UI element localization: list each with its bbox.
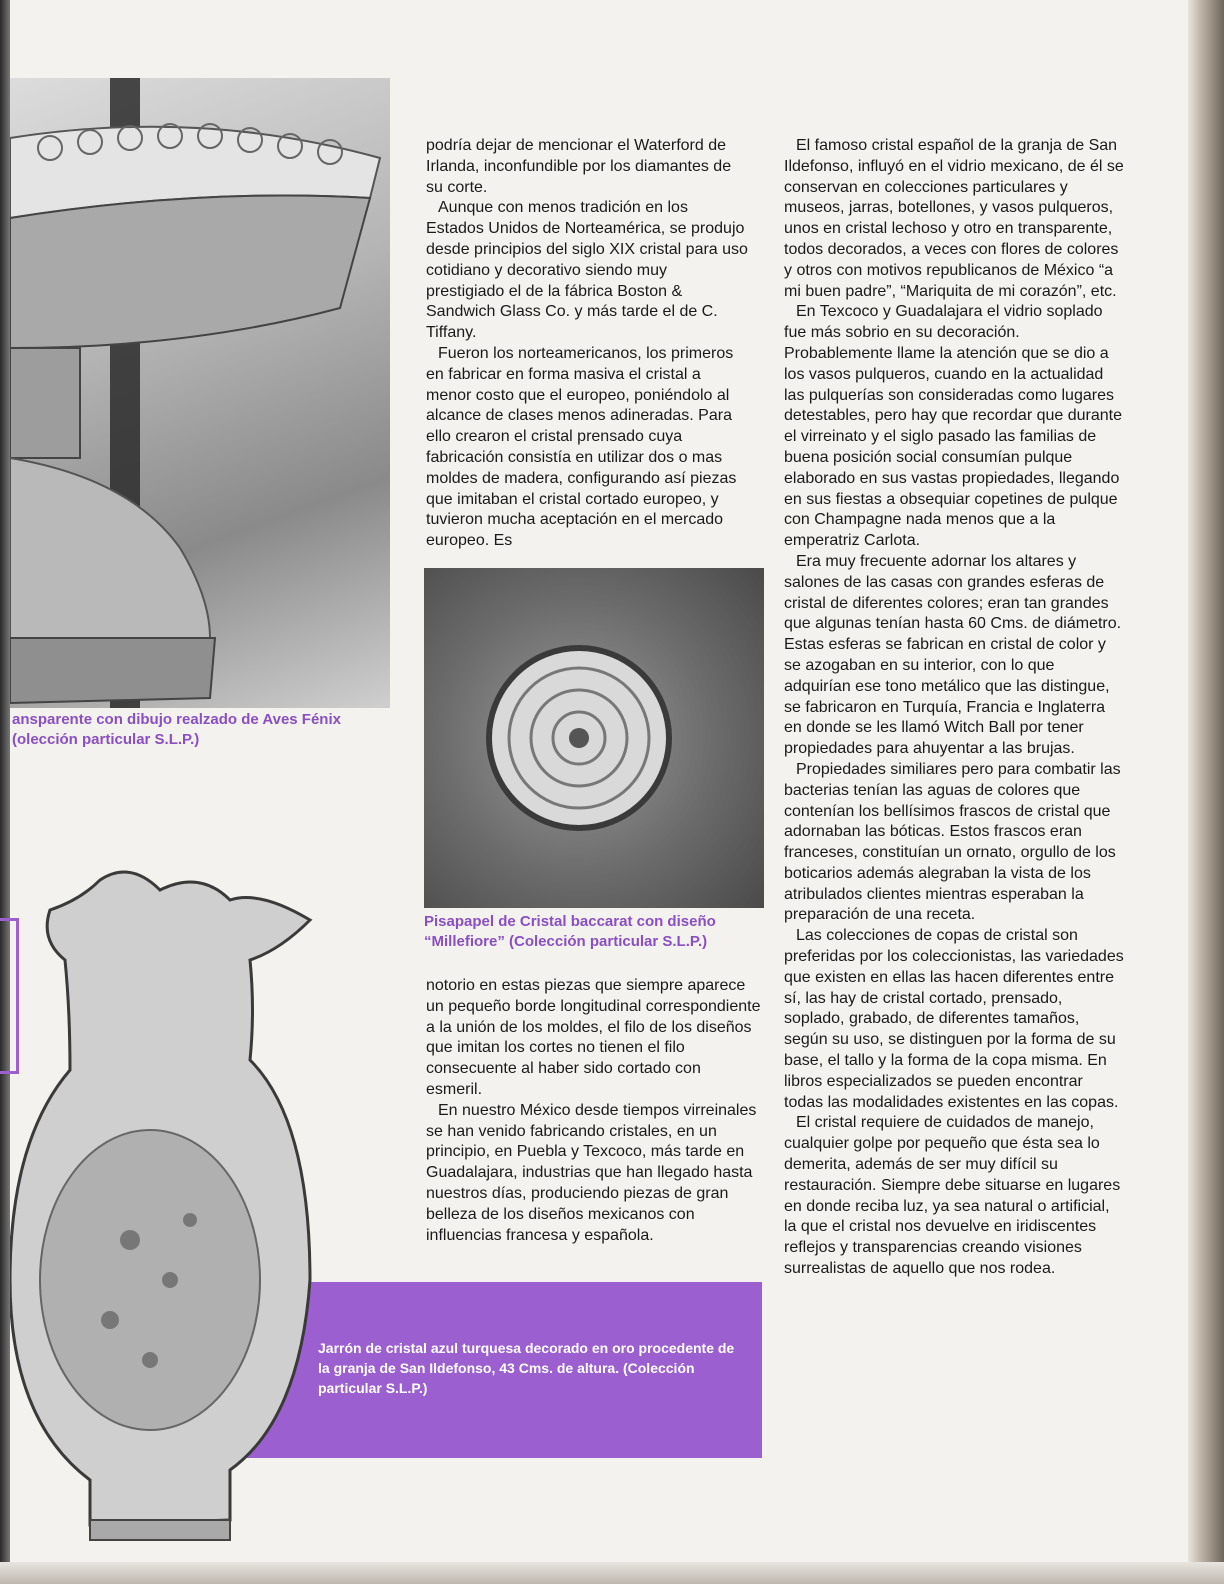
paragraph: En nuestro México desde tiempos virreinales se han venido fabricando cristales, en un principio, en Puebla y Texcoco, más tarde en Guadalajara, industrias que han llegado hasta nuestros días, produciendo piezas de gran belleza de los diseños mexicanos con influencias francesa y española. (426, 1101, 757, 1244)
middle-column-top (426, 136, 748, 552)
page-edge (1188, 0, 1224, 1584)
vase-caption: Jarrón de cristal azul turquesa decorado en oro procedente de la granja de San Ildefonso, 43 Cms. de altura. (Colección particular S.L.P.) (318, 1340, 735, 1396)
paragraph: Fueron los norteamericanos, los primeros en fabricar en forma masiva el cristal a menor costo que el europeo, poniéndolo al alcance de clases menos adineradas. Para ello crearon el cristal prensado cuya fabricación consistía en utilizar dos o mas moldes de madera, configurando así piezas que imitaban el cristal cortado europeo, y tuvieron mucha aceptación en el mercado europeo. Es (426, 344, 737, 550)
paragraph: Las colecciones de copas de cristal son preferidas por los coleccionistas, las variedades que existen en ellas las hacen diferentes entre sí, las hay de cristal cortado, prensado, soplado, grabado, de diferentes tamaños, según su uso, se distinguen por la forma de su base, el tallo y la forma de la copa misma. En libros especializados se pueden encontrar todas las modalidades existentes en las copas. (784, 927, 1124, 1111)
glass-compote-photo (10, 78, 390, 708)
middle-column-bottom (426, 976, 761, 1246)
paragraph: Era muy frecuente adornar los altares y salones de las casas con grandes esferas de cristal de diferentes colores; eran tan grandes que algunas tenían hasta 60 Cms. de diámetro. Estas esferas se fabrican en cristal de color y se azogaban en su interior, con lo que adquirían ese tono metálico que las distingue, se fabricaron en Turquía, Francia e Inglaterra en donde se les llamó Witch Ball por tener propiedades para ahuyentar a las brujas. (784, 552, 1122, 758)
paragraph: notorio en estas piezas que siempre aparece un pequeño borde longitudinal correspondiente a la unión de los moldes, el filo de los diseños que imitan los cortes no tienen el filo consecuente al haber sido cortado con esmeril. (426, 977, 761, 1098)
paragraph: El cristal requiere de cuidados de manejo, cualquier golpe por pequeño que ésta sea lo demerita, además de ser muy difícil su restauración. Siempre debe situarse en lugares en donde reciba luz, ya sea natural o artificial, la que el cristal nos devuelve en iridiscentes reflejos y transparencias creando visiones surrealistas de aquello que nos rodea. (784, 1114, 1121, 1278)
vase-photo (10, 860, 330, 1550)
bottom-page-edge (0, 1562, 1224, 1584)
paragraph: Propiedades similiares pero para combatir las bacterias tenían las aguas de colores que contenían los bellísimos frascos de cristal que adornaban las bóticas. Estos frascos eran franceses, constituían un ornato, orgullo de los boticarios además alegraban la vista de los atribulados clientes mientras esperaban la preparación de una receta. (784, 760, 1121, 924)
paragraph: podría dejar de mencionar el Waterford de Irlanda, inconfundible por los diamantes de su corte. (426, 137, 732, 196)
right-column (784, 136, 1124, 1280)
compote-caption: ansparente con dibujo realzado de Aves Fénix (olección particular S.L.P.) (12, 711, 341, 748)
paragraph: Aunque con menos tradición en los Estados Unidos de Norteamérica, se produjo desde principios del siglo XIX cristal para uso cotidiano y decorativo siendo muy prestigiado el de la fábrica Boston & Sandwich Glass Co. y más tarde el de C. Tiffany. (426, 199, 748, 342)
binding-shadow (0, 0, 10, 1584)
paragraph: El famoso cristal español de la granja de San Ildefonso, influyó en el vidrio mexicano, de él se conservan en colecciones particulares y museos, jarras, botellones, y vasos pulqueros, unos en cristal lechoso y otro en transparente, todos decorados, a veces con flores de colores y otros con motivos republicanos de México “a mi buen padre”, “Mariquita de mi corazón”, etc. (784, 137, 1124, 300)
paragraph: En Texcoco y Guadalajara el vidrio soplado fue más sobrio en su decoración. Probablemente llame la atención que se dio a los vasos pulqueros, cuando en la actualidad las pulquerías son consideradas como lugares detestables, pero hay que recordar que durante el virreinato y el siglo pasado las familias de buena posición social consumían pulque elaborado en sus vastas propiedades, llegando en sus fiestas a obsequiar copetines de pulque con Champagne nada menos que a la emperatriz Carlota. (784, 303, 1123, 550)
paperweight-photo (424, 568, 764, 908)
paperweight-caption: Pisapapel de Cristal baccarat con diseño “Millefiore” (Colección particular S.L.P.) (424, 913, 716, 950)
